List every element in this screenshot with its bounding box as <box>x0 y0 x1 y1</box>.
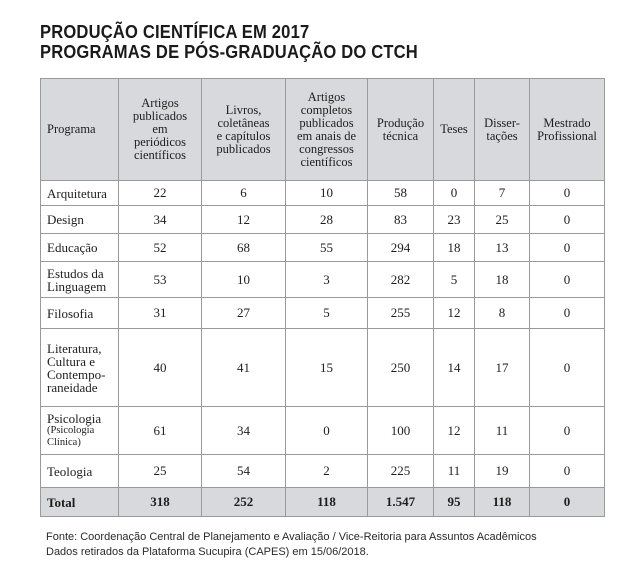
column-header <box>41 79 119 181</box>
column-header-line: em <box>152 122 168 136</box>
footer-source: Fonte: Coordenação Central de Planejamento e Avaliação / Vice-Reitoria para Assuntos Acadêmicos <box>46 531 537 543</box>
column-header-line: em anais de <box>296 128 356 143</box>
header-row <box>41 79 605 181</box>
table-body <box>41 181 605 517</box>
table-row <box>41 329 605 407</box>
program-name-line: Arquitetura <box>47 185 107 201</box>
value-cell: 294 <box>368 234 434 262</box>
program-name-line: Psicologia <box>47 411 102 426</box>
value-cell: 100 <box>368 407 434 455</box>
program-name-line: Design <box>47 212 84 227</box>
column-header-line: Livros, <box>225 102 262 117</box>
column-header-line: periódicos <box>133 135 187 149</box>
table-row <box>41 455 605 488</box>
value-cell: 28 <box>286 206 368 234</box>
program-name-line: Cultura e <box>47 353 96 369</box>
value-cell: 54 <box>202 455 286 488</box>
program-name-line: raneidade <box>47 379 98 395</box>
value-cell: 34 <box>202 407 286 455</box>
value-cell: 34 <box>119 206 202 234</box>
program-name-line: Contempo- <box>47 366 106 382</box>
value-cell: 0 <box>530 206 605 234</box>
total-value-cell: 1.547 <box>368 488 434 517</box>
value-cell: 31 <box>119 298 202 329</box>
value-cell: 11 <box>434 455 475 488</box>
value-cell: 58 <box>368 181 434 206</box>
program-name-line: Linguagem <box>47 278 107 294</box>
value-cell: 27 <box>202 298 286 329</box>
column-header-line: completos <box>300 102 353 117</box>
column-header <box>475 79 530 181</box>
column-header-line: e capítulos <box>216 128 271 143</box>
value-cell: 10 <box>202 262 286 298</box>
value-cell: 23 <box>434 206 475 234</box>
program-name <box>41 262 119 298</box>
value-cell: 2 <box>286 455 368 488</box>
table-row <box>41 234 605 262</box>
program-name <box>41 234 119 262</box>
production-table <box>40 78 605 517</box>
value-cell: 255 <box>368 298 434 329</box>
value-cell: 5 <box>286 298 368 329</box>
value-cell: 25 <box>119 455 202 488</box>
column-header-line: científicos <box>300 154 353 169</box>
program-name <box>41 206 119 234</box>
value-cell: 41 <box>202 329 286 407</box>
value-cell: 0 <box>530 181 605 206</box>
column-header-line: Disser- <box>484 115 520 130</box>
column-header-line: Artigos <box>141 96 179 110</box>
value-cell: 0 <box>530 329 605 407</box>
program-name-line: Estudos da <box>47 265 104 281</box>
table-row <box>41 407 605 455</box>
total-value-cell: 0 <box>530 488 605 517</box>
report-title <box>40 22 418 62</box>
column-header-line: publicados <box>216 141 271 156</box>
value-cell: 12 <box>434 298 475 329</box>
column-header-line: Teses <box>440 122 468 136</box>
value-cell: 5 <box>434 262 475 298</box>
value-cell: 0 <box>530 407 605 455</box>
table-row <box>41 206 605 234</box>
program-name <box>41 455 119 488</box>
column-header <box>434 79 475 181</box>
value-cell: 3 <box>286 262 368 298</box>
value-cell: 0 <box>530 298 605 329</box>
program-name-line: Teologia <box>47 463 93 479</box>
column-header <box>368 79 434 181</box>
value-cell: 8 <box>475 298 530 329</box>
value-cell: 25 <box>475 206 530 234</box>
column-header-line: coletâneas <box>217 115 270 130</box>
total-value-cell: 118 <box>475 488 530 517</box>
value-cell: 11 <box>475 407 530 455</box>
column-header-line: Profissional <box>537 128 597 143</box>
column-header-line: publicados <box>299 115 354 130</box>
total-value-cell: 252 <box>202 488 286 517</box>
program-name <box>41 329 119 407</box>
program-name-line: Filosofia <box>47 305 94 321</box>
column-header-line: tações <box>486 128 518 143</box>
column-header-line: científicos <box>133 148 187 162</box>
column-header <box>530 79 605 181</box>
value-cell: 0 <box>530 234 605 262</box>
column-header <box>119 79 202 181</box>
value-cell: 7 <box>475 181 530 206</box>
column-header-line: Produção <box>376 115 425 130</box>
program-name <box>41 181 119 206</box>
total-value-cell: 118 <box>286 488 368 517</box>
value-cell: 0 <box>286 407 368 455</box>
value-cell: 6 <box>202 181 286 206</box>
total-value-cell: 318 <box>119 488 202 517</box>
value-cell: 0 <box>434 181 475 206</box>
value-cell: 40 <box>119 329 202 407</box>
total-value-cell: 95 <box>434 488 475 517</box>
total-label: Total <box>41 488 119 517</box>
title-line-2: PROGRAMAS DE PÓS-GRADUAÇÃO DO CTCH <box>40 42 418 62</box>
value-cell: 55 <box>286 234 368 262</box>
table-row <box>41 262 605 298</box>
column-header-line: congressos <box>299 141 354 156</box>
table-row <box>41 181 605 206</box>
value-cell: 68 <box>202 234 286 262</box>
value-cell: 250 <box>368 329 434 407</box>
program-name <box>41 407 119 455</box>
column-header-line: Artigos <box>307 89 346 104</box>
column-header <box>286 79 368 181</box>
value-cell: 13 <box>475 234 530 262</box>
value-cell: 17 <box>475 329 530 407</box>
value-cell: 83 <box>368 206 434 234</box>
program-name-line: Educação <box>47 240 98 255</box>
value-cell: 12 <box>434 407 475 455</box>
program-name <box>41 298 119 329</box>
column-header-line: publicados <box>132 109 188 123</box>
value-cell: 0 <box>530 455 605 488</box>
value-cell: 22 <box>119 181 202 206</box>
table-row <box>41 298 605 329</box>
footer-date: Dados retirados da Plataforma Sucupira (CAPES) em 15/06/2018. <box>46 546 369 558</box>
column-header-line: Mestrado <box>543 115 591 130</box>
value-cell: 282 <box>368 262 434 298</box>
value-cell: 61 <box>119 407 202 455</box>
value-cell: 0 <box>530 262 605 298</box>
column-header-line: Programa <box>47 122 96 136</box>
value-cell: 18 <box>434 234 475 262</box>
value-cell: 225 <box>368 455 434 488</box>
value-cell: 52 <box>119 234 202 262</box>
value-cell: 15 <box>286 329 368 407</box>
footer-note <box>46 530 537 560</box>
program-name-line: Literatura, <box>47 340 102 356</box>
value-cell: 19 <box>475 455 530 488</box>
value-cell: 18 <box>475 262 530 298</box>
value-cell: 53 <box>119 262 202 298</box>
program-subtitle: (Psicologia Clínica) <box>47 425 95 448</box>
value-cell: 10 <box>286 181 368 206</box>
title-line-1: PRODUÇÃO CIENTÍFICA EM 2017 <box>40 22 310 42</box>
column-header-line: técnica <box>382 128 419 143</box>
column-header <box>202 79 286 181</box>
value-cell: 14 <box>434 329 475 407</box>
value-cell: 12 <box>202 206 286 234</box>
total-row <box>41 488 605 517</box>
